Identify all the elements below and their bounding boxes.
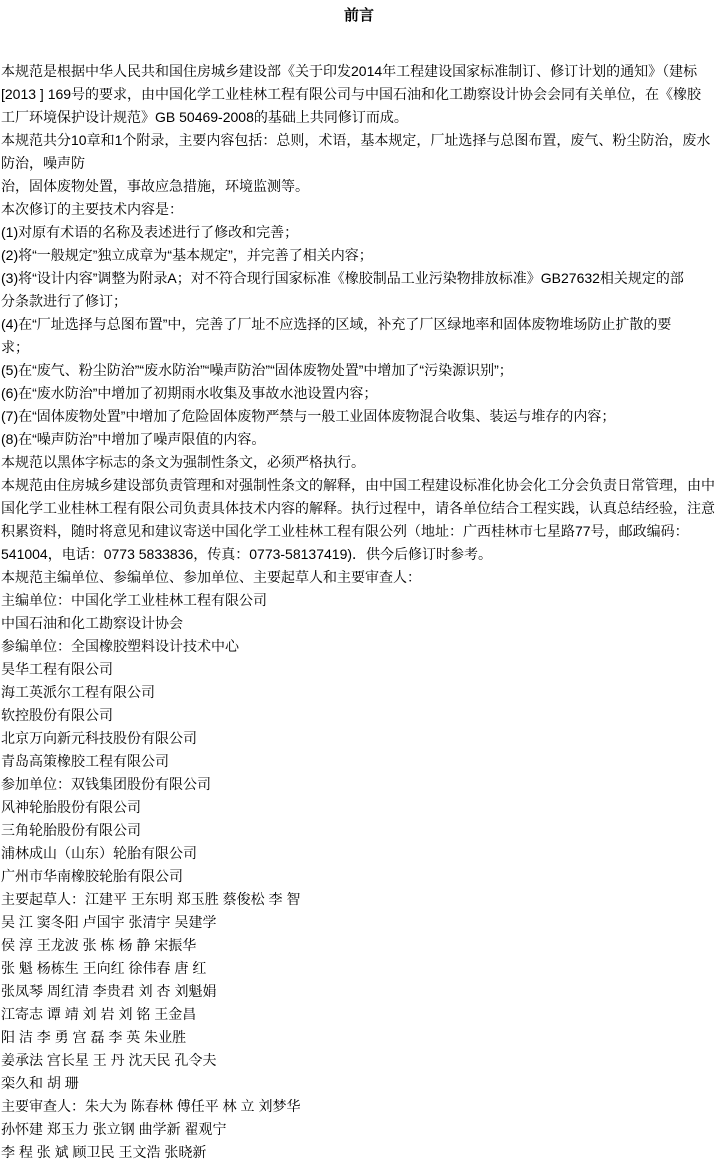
text-line: 海工英派尔工程有限公司 (1, 684, 155, 700)
text-line: 本规范由住房城乡建设部负责管理和对强制性条文的解释，由中国工程建设标准化协会化工分会负责日常管理，由中 (1, 477, 715, 493)
text-line: 青岛高策橡胶工程有限公司 (1, 753, 169, 769)
text-line: (7)在“固体废物处置”中增加了危险固体废物严禁与一般工业固体废物混合收集、装运与堆存的内容； (1, 408, 616, 424)
text-line: (6)在“废水防治”中增加了初期雨水收集及事故水池设置内容； (1, 385, 378, 401)
text-line: (2)将“一般规定”独立成章为“基本规定”，并完善了相关内容； (1, 247, 373, 263)
text-line: 本次修订的主要技术内容是： (1, 201, 183, 217)
text-line: 广州市华南橡胶轮胎有限公司 (1, 868, 183, 884)
text-line: 主要起草人：江建平 王东明 郑玉胜 蔡俊松 李 智 (1, 891, 301, 907)
text-line: 李 程 张 斌 顾卫民 王文浩 张晓新 (1, 1144, 207, 1160)
text-line: 防治，噪声防 (1, 155, 85, 171)
text-line: 软控股份有限公司 (1, 707, 113, 723)
text-line: 张 魁 杨栋生 王向红 徐伟春 唐 红 (1, 960, 207, 976)
text-line: 北京万向新元科技股份有限公司 (1, 730, 197, 746)
text-line: 分条款进行了修订； (1, 293, 127, 309)
text-line: 本规范以黑体字标志的条文为强制性条文，必须严格执行。 (1, 454, 365, 470)
text-line: 孙怀建 郑玉力 张立钢 曲学新 翟观宁 (1, 1121, 227, 1137)
page-title: 前言 (343, 7, 374, 24)
text-line: 主编单位：中国化学工业桂林工程有限公司 (1, 592, 267, 608)
text-line: 541004，电话：0773 5833836，传真：0773-58137419)．供今后修订时参考。 (1, 546, 493, 562)
text-line: 阳 洁 李 勇 宫 磊 李 英 朱业胜 (1, 1029, 187, 1045)
text-line: 三角轮胎股份有限公司 (1, 822, 141, 838)
text-line: 风神轮胎股份有限公司 (1, 799, 141, 815)
text-line: 姜承法 宫长星 王 丹 沈天民 孔令夫 (1, 1052, 217, 1068)
text-line: 侯 淳 王龙波 张 栋 杨 静 宋振华 (1, 937, 197, 953)
text-line: 浦林成山（山东）轮胎有限公司 (1, 845, 197, 861)
text-line: (8)在“噪声防治”中增加了噪声限值的内容。 (1, 431, 266, 447)
text-line: 江寄志 谭 靖 刘 岩 刘 铭 王金昌 (1, 1006, 197, 1022)
text-line: (3)将“设计内容”调整为附录A；对不符合现行国家标准《橡胶制品工业污染物排放标准》GB27632相关规定的部 (1, 270, 684, 286)
text-line: 参编单位：全国橡胶塑料设计技术中心 (1, 638, 239, 654)
text-line: 主要审查人：朱大为 陈春林 傅任平 林 立 刘梦华 (1, 1098, 301, 1114)
text-line: 本规范共分10章和1个附录，主要内容包括：总则，术语，基本规定，厂址选择与总图布置，废气、粉尘防治，废水 (1, 132, 711, 148)
text-line: 国化学工业桂林工程有限公司负责具体技术内容的解释。执行过程中，请各单位结合工程实践，认真总结经验，注意 (1, 500, 715, 516)
text-line: 治，固体废物处置，事故应急措施，环境监测等。 (1, 178, 309, 194)
text-line: [2013 ] 169号的要求，由中国化学工业桂林工程有限公司与中国石油和化工勘察设计协会会同有关单位，在《橡胶 (1, 86, 702, 102)
text-line: 工厂环境保护设计规范》GB 50469-2008的基础上共同修订而成。 (1, 109, 408, 125)
text-line: 吴 江 窦冬阳 卢国宇 张清宇 吴建学 (1, 914, 217, 930)
text-line: (5)在“废气、粉尘防治”“废水防治”“噪声防治”“固体废物处置”中增加了“污染源识别”； (1, 362, 513, 378)
text-line: 积累资料，随时将意见和建议寄送中国化学工业桂林工程有限公列（地址：广西桂林市七星路77号，邮政编码： (1, 523, 689, 539)
document-body (0, 60, 718, 1164)
text-line: (1)对原有术语的名称及表述进行了修改和完善； (1, 224, 299, 240)
text-line: 栾久和 胡 珊 (1, 1075, 79, 1091)
text-line: 求； (1, 339, 29, 355)
text-line: (4)在“厂址选择与总图布置”中，完善了厂址不应选择的区域，补充了厂区绿地率和固体废物堆场防止扩散的要 (1, 316, 672, 332)
text-line: 中国石油和化工勘察设计协会 (1, 615, 183, 631)
text-line: 本规范主编单位、参编单位、参加单位、主要起草人和主要审查人： (1, 569, 421, 585)
text-line: 张凤琴 周红清 李贵君 刘 杏 刘魁娟 (1, 983, 217, 999)
text-line: 本规范是根据中华人民共和国住房城乡建设部《关于印发2014年工程建设国家标准制订、修订计划的通知》（建标 (1, 63, 698, 79)
text-line: 昊华工程有限公司 (1, 661, 113, 677)
text-line: 参加单位：双钱集团股份有限公司 (1, 776, 211, 792)
